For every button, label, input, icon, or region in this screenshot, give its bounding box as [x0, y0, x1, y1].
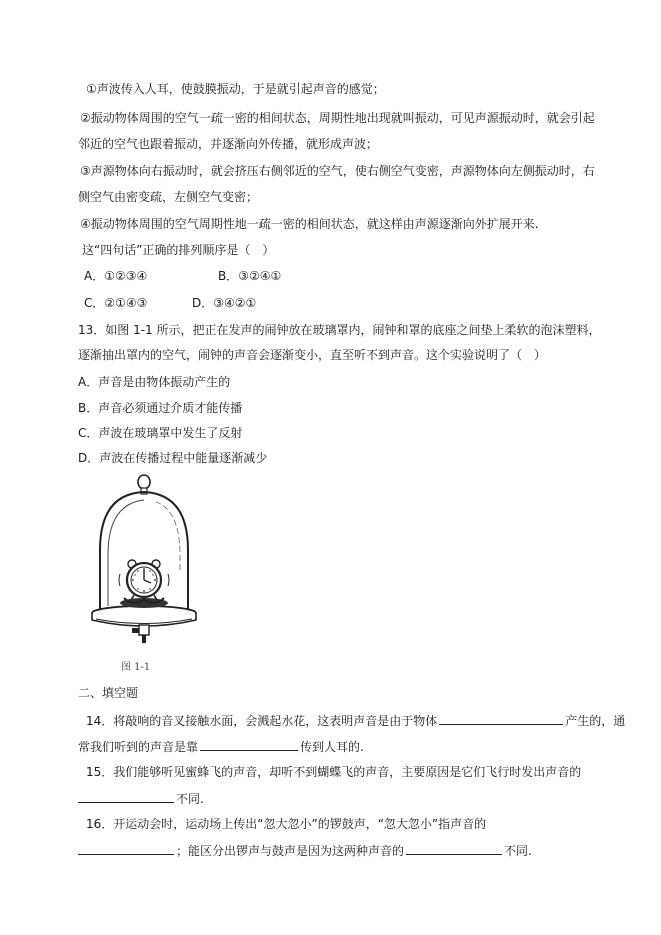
q15-text-2: 不同.	[176, 792, 204, 806]
q16-blank-2[interactable]	[406, 842, 502, 855]
q12-prompt: 这“四句话”正确的排列顺序是（ ）	[82, 243, 275, 257]
q14-text-2: 产生的，通	[565, 714, 626, 728]
q16-line2	[78, 842, 532, 859]
bell-jar-figure	[84, 470, 204, 670]
q12-option-d: D．③④②①	[192, 296, 257, 310]
q16-text-2: ；能区分出锣声与鼓声是因为这两种声音的	[176, 844, 405, 858]
q12-statement-3-line1: ③声源物体向右振动时，就会挤压右侧邻近的空气，使右侧空气变密，声源物体向左侧振动时，右	[80, 164, 595, 178]
q14-text-4: 传到人耳的.	[300, 740, 364, 754]
q12-option-b: B．③②④①	[218, 269, 282, 283]
q12-statement-2-line2: 邻近的空气也跟着振动，并逐渐向外传播，就形成声波；	[78, 137, 379, 151]
q13-option-c: C．声波在玻璃罩中发生了反射	[78, 426, 243, 440]
q12-option-a: A．①②③④	[84, 269, 148, 283]
q16-text-3: 不同.	[504, 844, 532, 858]
q15-line2	[78, 790, 204, 807]
section-title: 二、填空题	[78, 686, 139, 700]
valve	[139, 625, 149, 635]
q13-option-b: B．声音必须通过介质才能传播	[78, 401, 243, 415]
q12-statement-4: ④振动物体周围的空气周期性地一疏一密的相间状态，就这样由声源逐渐向外扩展开来.	[80, 217, 539, 231]
figure-caption: 图 1-1	[121, 662, 151, 673]
jar-knob	[138, 475, 150, 489]
q14-line1	[86, 712, 625, 729]
q12-statement-3-line2: 侧空气由密变疏，左侧空气变密；	[78, 190, 259, 204]
q15-blank-1[interactable]	[78, 790, 174, 803]
q16-line1: 16．开运动会时，运动场上传出“忽大忽小”的锣鼓声，“忽大忽小”指声音的	[86, 817, 487, 831]
q14-line2	[78, 738, 364, 755]
q14-text-3: 常我们听到的声音是靠	[78, 740, 199, 754]
q13-stem-line1: 13．如图 1-1 所示，把正在发声的闹钟放在玻璃罩内，闹钟和罩的底座之间垫上柔软的泡沫塑料，	[78, 323, 601, 337]
q13-option-d: D．声波在传播过程中能量逐渐减少	[78, 451, 268, 465]
q14-blank-2[interactable]	[200, 738, 298, 751]
q12-statement-2-line1: ②振动物体周围的空气一疏一密的相间状态，周期性地出现就叫振动，可见声源振动时，就会引起	[80, 111, 595, 125]
q12-statement-1: ①声波传入人耳，使鼓膜振动，于是就引起声音的感觉；	[86, 82, 385, 96]
q12-option-c: C．②①④③	[84, 296, 148, 310]
q13-stem-line2: 逐渐抽出罩内的空气，闹钟的声音会逐渐变小，直至听不到声音。这个实验说明了（ ）	[78, 348, 547, 362]
q13-option-a: A．声音是由物体振动产生的	[78, 375, 231, 389]
q16-blank-1[interactable]	[78, 842, 174, 855]
q15-line1: 15．我们能够听见蜜蜂飞的声音，却听不到蝴蝶飞的声音，主要原因是它们飞行时发出声音的	[86, 765, 582, 779]
q14-text-1: 14．将敲响的音叉接触水面，会溅起水花，这表明声音是由于物体	[86, 714, 438, 728]
q14-blank-1[interactable]	[439, 712, 563, 725]
